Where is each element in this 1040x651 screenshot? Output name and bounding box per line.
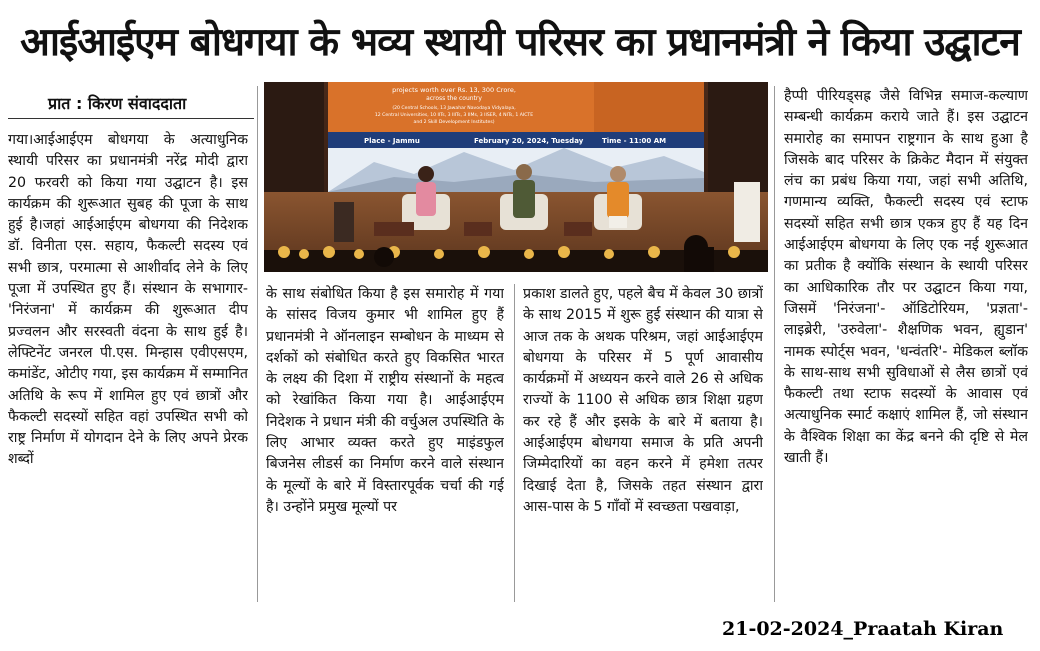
- event-photo: [264, 82, 768, 272]
- article-column-4: हैप्पी पीरियड्सह्र जैसे विभिन्न समाज-कल्याण सम्बन्धी कार्यक्रम कराये जाते हैं। इस उद्घाटन समारोह का समापन राष्ट्रगान के साथ हुआ है जिसके बाद परिसर के क्रिकेट मैदान में संयुक्त लंच का प्रबंध किया गया, जहां सभी अतिथि, गणमान्य व्यक्ति, फैकल्टी सदस्य एवं स्टाफ सदस्यों सहित सभी छात्र एकत्र हुए हैं यह दिन आईआईएम बोधगया के लिए एक नई शुरूआत का प्रतीक है क्योंकि संस्थान के स्थायी परिसर का आधिकारिक तौर पर उद्घाटन किया गया, जिसमें 'निरंजना'- ऑडिटोरियम, 'प्रज्ञता'- लाइब्रेरी, 'उरुवेला'- शैक्षणिक भवन, ह्युडान' नामक स्पोर्ट्स भवन, 'धन्वंतरि'- मेडिकल ब्लॉक के साथ-साथ सभी सुविधाओं से लैस छात्रों एवं फैकल्टी तथा स्टाफ सदस्यों के आवास एवं अत्याधुनिक स्मार्ट कक्षाएं शामिल हैं, जो संस्थान के वैश्विक शिक्षा का केंद्र बनने की दृष्टि से मेल खाती हैं।: [784, 88, 1028, 467]
- column-divider: [257, 86, 258, 602]
- article-column-1: गया।आईआईएम बोधगया के अत्याधुनिक स्थायी परिसर का प्रधानमंत्री नरेंद्र मोदी द्वारा 20 फरवरी को किया गया उद्घाटन है। इस कार्यक्रम की शुरूआत सुबह की पूजा के साथ हुई है।जहां आईआईएम बोधगया की निदेशक डॉ. विनीता एस. सहाय, फैकल्टी सदस्य एवं सभी छात्र, परमात्मा से आशीर्वाद लेने के लिए पूजा में उपस्थित हुए हैं। संस्थान के सभागार- 'निरंजना' में कार्यक्रम की शुरूआत दीप प्रज्वलन और सरस्वती वंदना के साथ हुई है। लेफ्टिनेंट जनरल पी.एस. मिन्हास एवीएसएम, कमांडेंट, ओटीए गया, इस कार्यक्रम में सम्मानित अतिथि के रूप में शामिल हुए एवं छात्रों और फैकल्टी सदस्यों सहित वहां उपस्थित सभी को राष्ट्र निर्माण में योगदान देने के लिए अपने प्रेरक शब्दों: [8, 132, 248, 468]
- banner-line-3: (20 Central Schools, 13 Jawahar Navodaya Vidyalaya,: [392, 106, 516, 111]
- banner-line-1: projects worth over Rs. 13, 300 Crore,: [392, 86, 516, 94]
- article-column-2: के साथ संबोधित किया है इस समारोह में गया के सांसद विजय कुमार भी शामिल हुए हैं प्रधानमंत्री ने ऑनलाइन सम्बोधन के माध्यम से दर्शकों को संबोधित करते हुए विकसित भारत के लक्ष्य की दिशा में राष्ट्रीय संस्थानों के महत्व को रेखांकित किया गया है। आईआईएम निदेशक ने प्रधान मंत्री की वर्चुअल उपस्थिति के लिए आभार व्यक्त करते हुए माइंडफुल बिजनेस लीडर्स का निर्माण करने वाले संस्थान के मूल्यों के बारे में विस्तारपूर्वक चर्चा की गई है। उन्होंने प्रमुख मूल्यों पर: [266, 286, 504, 515]
- article-column-3: प्रकाश डालते हुए, पहले बैच में केवल 30 छात्रों के साथ 2015 में शुरू हुई संस्थान की यात्रा से आज तक के अथक परिश्रम, जहां आईआईएम बोधगया के परिसर में 5 पूर्ण आवासीय कार्यक्रमों में अध्ययन करने वाले 26 से अधिक राज्यों के 1100 से अधिक छात्र शिक्षा ग्रहण कर रहे हैं और इसके के बारे में बताया है। आईआईएम बोधगया समाज के प्रति अपनी जिम्मेदारियों का वहन करने में हमेशा तत्पर दिखाई देता है, जिसके तहत संस्थान द्वारा आस-पास के 5 गाँवों में स्वच्छता पखवाड़ा,: [523, 286, 763, 515]
- headline: आईआईएम बोधगया के भव्य स्थायी परिसर का प्रधानमंत्री ने किया उद्घाटन: [20, 20, 1020, 65]
- banner-date: February 20, 2024, Tuesday: [474, 137, 584, 145]
- byline: प्रात : किरण संवाददाता: [48, 94, 187, 113]
- event-photo-illustration: [264, 82, 768, 272]
- banner-line-4: 12 Central Universities, 10 IITs, 3 IIITs, 3 IIMs, 3 IISER, 4 NITs, 1 AICTE: [374, 113, 534, 118]
- byline-divider: [8, 118, 254, 119]
- dateline: 21-02-2024_Praatah Kiran: [722, 618, 1004, 640]
- banner-time: Time - 11:00 AM: [602, 137, 667, 145]
- column-divider: [514, 284, 515, 602]
- column-divider: [774, 86, 775, 602]
- banner-line-5: and 2 Skill Development Institutes): [413, 120, 495, 125]
- banner-line-2: across the country: [426, 95, 482, 102]
- banner-place: Place - Jammu: [364, 137, 420, 145]
